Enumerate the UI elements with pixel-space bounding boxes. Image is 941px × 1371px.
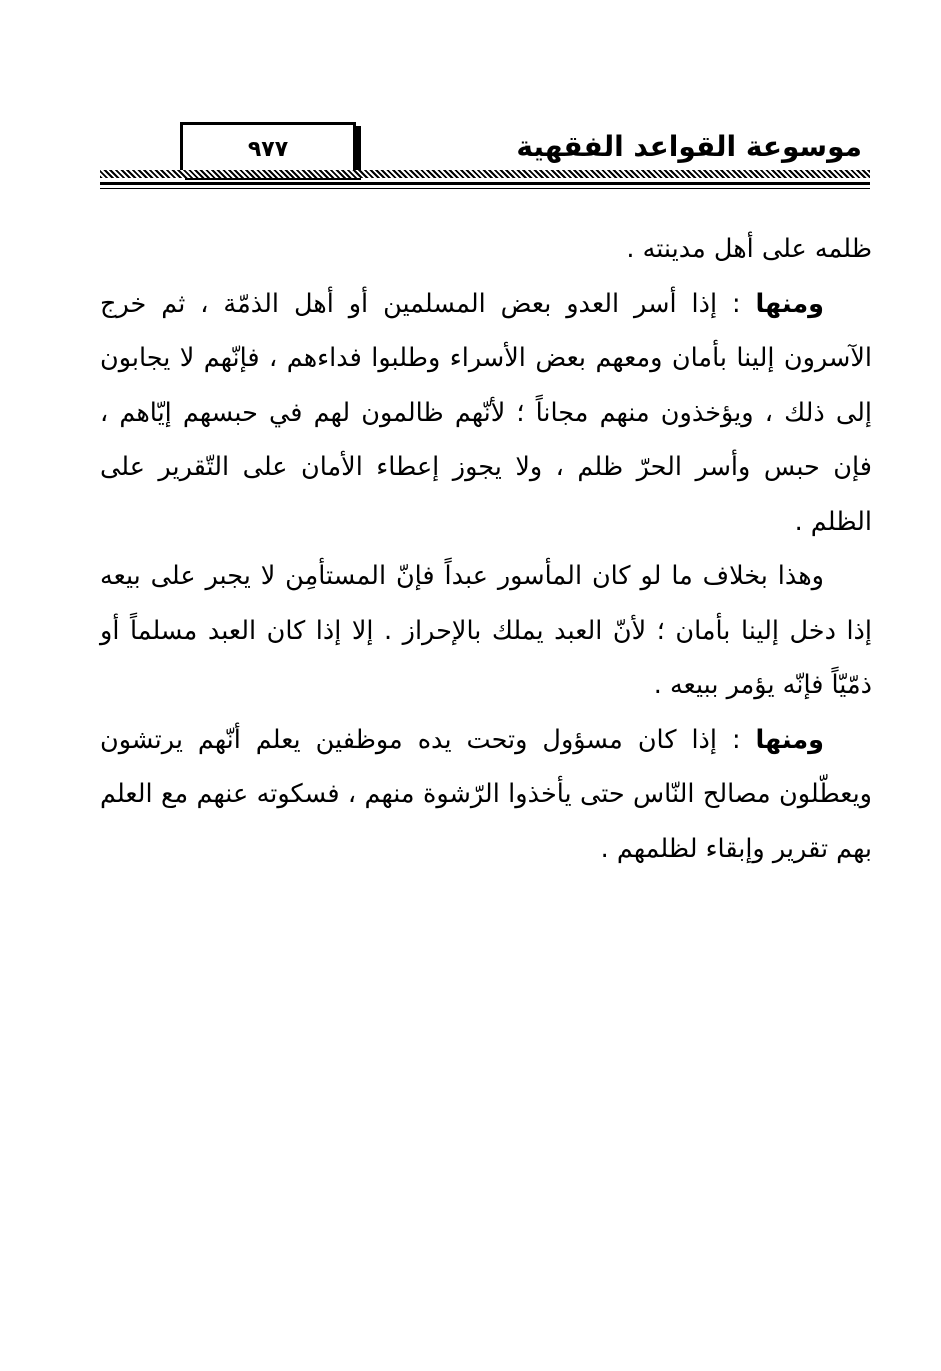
page-number: ٩٧٧ — [247, 136, 289, 162]
header-rule-hatched — [100, 170, 870, 178]
paragraph-lead: ومنها — [755, 724, 824, 755]
paragraph-lead: ومنها — [755, 288, 824, 319]
running-title: موسوعة القواعد الفقهية — [516, 130, 862, 163]
paragraph-4 — [100, 713, 872, 877]
header-rule-thin — [100, 188, 870, 189]
page-header — [100, 118, 870, 178]
paragraph-text: : إذا أسر العدو بعض المسلمين أو أهل الذمّة ، ثم خرج الآسرون إلينا بأمان ومعهم بعض الأسراء وطلبوا فداءهم ، فإنّهم لا يجابون إلى ذلك ، ويؤخذون منهم مجاناً ؛ لأنّهم ظالمون لهم في حبسهم إيّاهم ، فإن حبس وأسر الحرّ ظلم ، ولا يجوز إعطاء الأمان على التّقرير على الظلم . — [100, 288, 872, 537]
paragraph-text: ظلمه على أهل مدينته . — [626, 234, 872, 264]
paragraph-text: وهذا بخلاف ما لو كان المأسور عبداً فإنّ المستأمِن لا يجبر على بيعه إذا دخل إلينا بأمان ؛ لأنّ العبد يملك بالإحراز . إلا إذا كان العبد مسلماً أو ذمّيّاً فإنّه يؤمر ببيعه . — [100, 561, 872, 700]
page-number-box — [180, 122, 356, 176]
paragraph-1 — [100, 222, 872, 277]
paragraph-3 — [100, 549, 872, 713]
paragraph-2 — [100, 277, 872, 550]
header-rule-thick — [100, 182, 870, 185]
body-text — [100, 222, 872, 876]
paragraph-text: : إذا كان مسؤول وتحت يده موظفين يعلم أنّهم يرتشون ويعطّلون مصالح النّاس حتى يأخذوا الرّشوة منهم ، فسكوته عنهم مع العلم بهم تقرير وإبقاء لظلمهم . — [100, 724, 872, 864]
